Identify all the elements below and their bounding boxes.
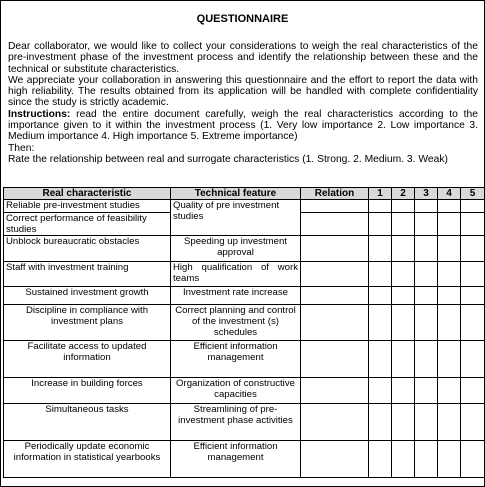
relation-cell[interactable] xyxy=(301,378,369,404)
score-2-cell[interactable] xyxy=(392,404,415,441)
technical-feature-cell: High qualification of work teams xyxy=(171,262,301,287)
score-2-cell[interactable] xyxy=(392,262,415,287)
technical-feature-cell: Efficient information management xyxy=(171,341,301,378)
score-5-cell[interactable] xyxy=(461,200,485,213)
real-characteristic-cell: Correct performance of feasibility studies xyxy=(4,213,171,236)
score-4-cell[interactable] xyxy=(438,441,461,478)
instructions-label: Instructions: xyxy=(8,108,71,120)
score-1-cell[interactable] xyxy=(369,200,392,213)
table-row xyxy=(4,262,485,287)
score-1-cell[interactable] xyxy=(369,378,392,404)
score-2-cell[interactable] xyxy=(392,378,415,404)
relation-cell[interactable] xyxy=(301,305,369,341)
header-technical-feature: Technical feature xyxy=(171,188,301,200)
real-characteristic-cell: Increase in building forces xyxy=(4,378,171,404)
real-characteristic-cell: Reliable pre-investment studies xyxy=(4,200,171,213)
table-row xyxy=(4,341,485,378)
score-1-cell[interactable] xyxy=(369,305,392,341)
technical-feature-cell: Correct planning and control of the investment (s) schedules xyxy=(171,305,301,341)
header-score-1: 1 xyxy=(369,188,392,200)
score-4-cell[interactable] xyxy=(438,404,461,441)
score-5-cell[interactable] xyxy=(461,441,485,478)
score-5-cell[interactable] xyxy=(461,341,485,378)
intro-paragraph-1: Dear collaborator, we would like to collect your considerations to weigh the real characteristics of the pre-investment phase of the investment process and identify the relationship between these and the technical or substitute characteristics. xyxy=(8,41,478,75)
score-2-cell[interactable] xyxy=(392,236,415,262)
score-5-cell[interactable] xyxy=(461,262,485,287)
score-5-cell[interactable] xyxy=(461,287,485,305)
technical-feature-cell: Efficient information management xyxy=(171,441,301,478)
score-3-cell[interactable] xyxy=(415,441,438,478)
real-characteristic-cell: Unblock bureaucratic obstacles xyxy=(4,236,171,262)
real-characteristic-cell: Discipline in compliance with investment plans xyxy=(4,305,171,341)
table-row xyxy=(4,236,485,262)
score-5-cell[interactable] xyxy=(461,378,485,404)
table-row xyxy=(4,378,485,404)
technical-feature-cell: Streamlining of pre-investment phase activities xyxy=(171,404,301,441)
relation-cell[interactable] xyxy=(301,262,369,287)
score-5-cell[interactable] xyxy=(461,213,485,236)
real-characteristic-cell: Periodically update economic information in statistical yearbooks xyxy=(4,441,171,478)
header-score-3: 3 xyxy=(415,188,438,200)
technical-feature-cell: Speeding up investment approval xyxy=(171,236,301,262)
score-2-cell[interactable] xyxy=(392,441,415,478)
table-row xyxy=(4,404,485,441)
relation-cell[interactable] xyxy=(301,200,369,213)
table-row xyxy=(4,441,485,478)
instructions-text: read the entire document carefully, weigh the real characteristics according to the importance given to it within the investment process (1. Very low importance 2. Low importance 3. Medium importance 4. High importance 5. Extreme importance) xyxy=(8,108,478,143)
score-5-cell[interactable] xyxy=(461,404,485,441)
score-4-cell[interactable] xyxy=(438,262,461,287)
intro-text xyxy=(8,41,478,165)
score-1-cell[interactable] xyxy=(369,287,392,305)
table-row xyxy=(4,305,485,341)
relation-cell[interactable] xyxy=(301,236,369,262)
score-1-cell[interactable] xyxy=(369,236,392,262)
score-3-cell[interactable] xyxy=(415,200,438,213)
score-1-cell[interactable] xyxy=(369,262,392,287)
score-5-cell[interactable] xyxy=(461,305,485,341)
instructions-paragraph xyxy=(8,109,478,143)
score-4-cell[interactable] xyxy=(438,287,461,305)
score-3-cell[interactable] xyxy=(415,404,438,441)
score-4-cell[interactable] xyxy=(438,341,461,378)
score-4-cell[interactable] xyxy=(438,213,461,236)
score-3-cell[interactable] xyxy=(415,236,438,262)
technical-feature-cell: Investment rate increase xyxy=(171,287,301,305)
header-relation: Relation xyxy=(301,188,369,200)
score-1-cell[interactable] xyxy=(369,213,392,236)
relation-cell[interactable] xyxy=(301,287,369,305)
score-3-cell[interactable] xyxy=(415,287,438,305)
relation-cell[interactable] xyxy=(301,341,369,378)
questionnaire-table xyxy=(3,187,485,478)
table-header-row xyxy=(4,188,485,200)
score-4-cell[interactable] xyxy=(438,378,461,404)
relation-cell[interactable] xyxy=(301,213,369,236)
header-score-4: 4 xyxy=(438,188,461,200)
relation-cell[interactable] xyxy=(301,441,369,478)
table-row xyxy=(4,287,485,305)
score-2-cell[interactable] xyxy=(392,287,415,305)
score-2-cell[interactable] xyxy=(392,200,415,213)
real-characteristic-cell: Simultaneous tasks xyxy=(4,404,171,441)
real-characteristic-cell: Staff with investment training xyxy=(4,262,171,287)
score-3-cell[interactable] xyxy=(415,378,438,404)
real-characteristic-cell: Facilitate access to updated information xyxy=(4,341,171,378)
intro-paragraph-2: We appreciate your collaboration in answering this questionnaire and the effort to report the data with high reliability. The results obtained from its application will be handled with complete confidentiality since the study is strictly academic. xyxy=(8,74,478,109)
header-real-characteristic: Real characteristic xyxy=(4,188,171,200)
score-2-cell[interactable] xyxy=(392,213,415,236)
score-5-cell[interactable] xyxy=(461,236,485,262)
real-characteristic-cell: Sustained investment growth xyxy=(4,287,171,305)
table-row xyxy=(4,200,485,213)
score-3-cell[interactable] xyxy=(415,341,438,378)
rate-line: Rate the relationship between real and surrogate characteristics (1. Strong. 2. Medium. 3. Weak) xyxy=(8,153,448,165)
score-4-cell[interactable] xyxy=(438,236,461,262)
score-3-cell[interactable] xyxy=(415,262,438,287)
score-1-cell[interactable] xyxy=(369,404,392,441)
technical-feature-cell: Quality of pre investment studies xyxy=(171,200,301,236)
header-score-5: 5 xyxy=(461,188,485,200)
score-3-cell[interactable] xyxy=(415,213,438,236)
score-1-cell[interactable] xyxy=(369,441,392,478)
page-title: QUESTIONNAIRE xyxy=(196,13,289,25)
header-score-2: 2 xyxy=(392,188,415,200)
score-4-cell[interactable] xyxy=(438,305,461,341)
score-1-cell[interactable] xyxy=(369,341,392,378)
score-4-cell[interactable] xyxy=(438,200,461,213)
score-2-cell[interactable] xyxy=(392,305,415,341)
score-3-cell[interactable] xyxy=(415,305,438,341)
then-line: Then: xyxy=(8,142,35,154)
score-2-cell[interactable] xyxy=(392,341,415,378)
technical-feature-cell: Organization of constructive capacities xyxy=(171,378,301,404)
relation-cell[interactable] xyxy=(301,404,369,441)
